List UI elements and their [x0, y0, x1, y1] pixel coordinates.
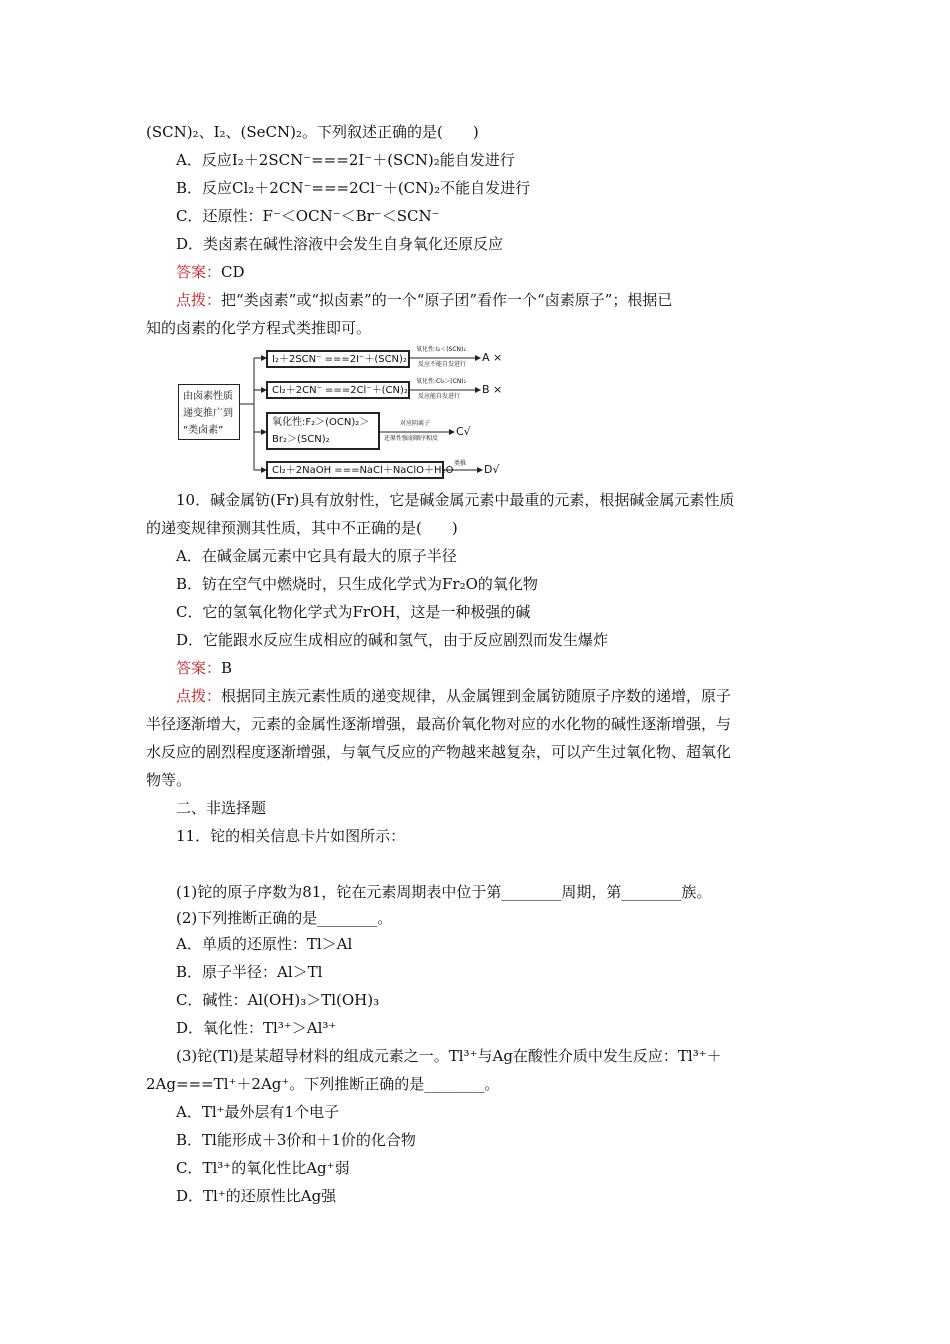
- q11-p2-option-b: B．原子半径：Al＞Tl: [176, 963, 323, 981]
- row4-note-top: 类推: [454, 460, 467, 467]
- answer-label: 答案：: [176, 659, 222, 677]
- row3-box-line2: Br₂＞(SCN)₂: [272, 434, 330, 445]
- hint-label: 点拨：: [176, 687, 222, 705]
- q9-option-b: B．反应Cl₂＋2CN⁻===2Cl⁻＋(CN)₂不能自发进行: [176, 179, 531, 197]
- row2-note-top: 氧化性:Cl₂＞(CN)₂: [416, 378, 467, 385]
- q11-part1: (1)铊的原子序数为81，铊在元素周期表中位于第________周期，第________族。: [176, 883, 712, 901]
- analogy-diagram: [178, 346, 508, 482]
- row1-note-top: 氧化性:I₂＜(SCN)₂: [416, 346, 466, 353]
- q10-option-c: C．它的氢氧化物化学式为FrOH，这是一种极强的碱: [176, 603, 531, 621]
- row3-result: C√: [456, 425, 471, 438]
- answer-label: 答案：: [176, 263, 222, 281]
- q10-option-a: A．在碱金属元素中它具有最大的原子半径: [176, 547, 457, 565]
- q10-stem-line2: 的递变规律预测其性质，其中不正确的是( ): [146, 519, 458, 537]
- q10-stem-line1: 10．碱金属钫(Fr)具有放射性，它是碱金属元素中最重的元素，根据碱金属元素性质: [176, 491, 735, 509]
- answer-value: CD: [221, 263, 245, 281]
- q11-p3-option-d: D．Tl⁺的还原性比Ag强: [176, 1187, 337, 1205]
- hint-label: 点拨：: [176, 291, 222, 309]
- diagram-row1-box: I₂＋2SCN⁻ ===2I⁻＋(SCN)₂: [266, 350, 410, 368]
- source-line-2: 递变推广到: [183, 408, 233, 419]
- q11-p3-option-a: A．Tl⁺最外层有1个电子: [176, 1103, 340, 1121]
- q10-hint-line3: 水反应的剧烈程度逐渐增强，与氧气反应的产物越来越复杂，可以产生过氧化物、超氧化: [146, 743, 732, 761]
- q10-option-b: B．钫在空气中燃烧时，只生成化学式为Fr₂O的氧化物: [176, 575, 538, 593]
- section-heading: 二、非选择题: [176, 799, 267, 817]
- q11-part2: (2)下列推断正确的是________。: [176, 909, 393, 927]
- hint-text: 把“类卤素”或“拟卤素”的一个“原子团”看作一个“卤素原子”；根据已: [221, 291, 673, 309]
- diagram-row3-box: [266, 412, 380, 450]
- diagram-row4-box: Cl₂＋2NaOH ===NaCl＋NaClO＋H₂O: [266, 461, 444, 479]
- row3-note-bottom: 还原性强弱顺序相反: [384, 435, 439, 442]
- row2-note-bottom: 反应能自发进行: [418, 393, 461, 400]
- row3-note-top: 对应阴离子: [400, 420, 431, 427]
- row1-result: A ×: [482, 351, 503, 364]
- diagram-row2-box: Cl₂＋2CN⁻ ===2Cl⁻＋(CN)₂: [266, 381, 410, 399]
- q9-option-a: A．反应I₂＋2SCN⁻===2I⁻＋(SCN)₂能自发进行: [176, 151, 515, 169]
- q11-p3-option-b: B．Tl能形成＋3价和＋1价的化合物: [176, 1131, 416, 1149]
- q10-hint-line2: 半径逐渐增大，元素的金属性逐渐增强，最高价氧化物对应的水化物的碱性逐渐增强，与: [146, 715, 732, 733]
- row3-box-line1: 氧化性:F₂＞(OCN)₂＞: [272, 417, 370, 428]
- q9-hint-line2: 知的卤素的化学方程式类推即可。: [146, 319, 372, 337]
- source-line-1: 由卤素性质: [183, 391, 233, 402]
- row1-note-bottom: 反应不能自发进行: [418, 361, 467, 368]
- q9-option-d: D．类卤素在碱性溶液中会发生自身氧化还原反应: [176, 235, 504, 253]
- q11-p3-option-c: C．Tl³⁺的氧化性比Ag⁺弱: [176, 1159, 350, 1177]
- q10-option-d: D．它能跟水反应生成相应的碱和氢气，由于反应剧烈而发生爆炸: [176, 631, 609, 649]
- q9-hint-line1: [176, 290, 672, 310]
- hint-text: 根据同主族元素性质的递变规律，从金属锂到金属钫随原子序数的递增，原子: [221, 687, 732, 705]
- answer-value: B: [221, 659, 233, 677]
- q10-hint-line4: 物等。: [146, 771, 192, 789]
- q11-part3-line1: (3)铊(Tl)是某超导材料的组成元素之一。Tl³⁺与Ag在酸性介质中发生反应：Tl³⁺＋: [176, 1047, 722, 1065]
- q9-answer: [176, 262, 245, 282]
- q11-stem: 11．铊的相关信息卡片如图所示：: [176, 827, 406, 845]
- diagram-source-box: [178, 384, 240, 440]
- source-line-3: “类卤素”: [183, 425, 224, 436]
- q11-part3-line2: 2Ag===Tl⁺＋2Ag⁺。下列推断正确的是________。: [146, 1075, 500, 1093]
- q11-p2-option-c: C．碱性：Al(OH)₃＞Tl(OH)₃: [176, 991, 380, 1009]
- q11-p2-option-a: A．单质的还原性：Tl＞Al: [176, 935, 353, 953]
- q10-answer: [176, 658, 232, 678]
- row2-result: B ×: [482, 383, 503, 396]
- q10-hint-line1: [176, 686, 731, 706]
- q11-p2-option-d: D．氧化性：Tl³⁺＞Al³⁺: [176, 1019, 337, 1037]
- q9-option-c: C．还原性：F⁻＜OCN⁻＜Br⁻＜SCN⁻: [176, 207, 440, 225]
- q9-stem-tail: (SCN)₂、I₂、(SeCN)₂。下列叙述正确的是( ): [146, 123, 479, 141]
- row4-result: D√: [484, 463, 500, 476]
